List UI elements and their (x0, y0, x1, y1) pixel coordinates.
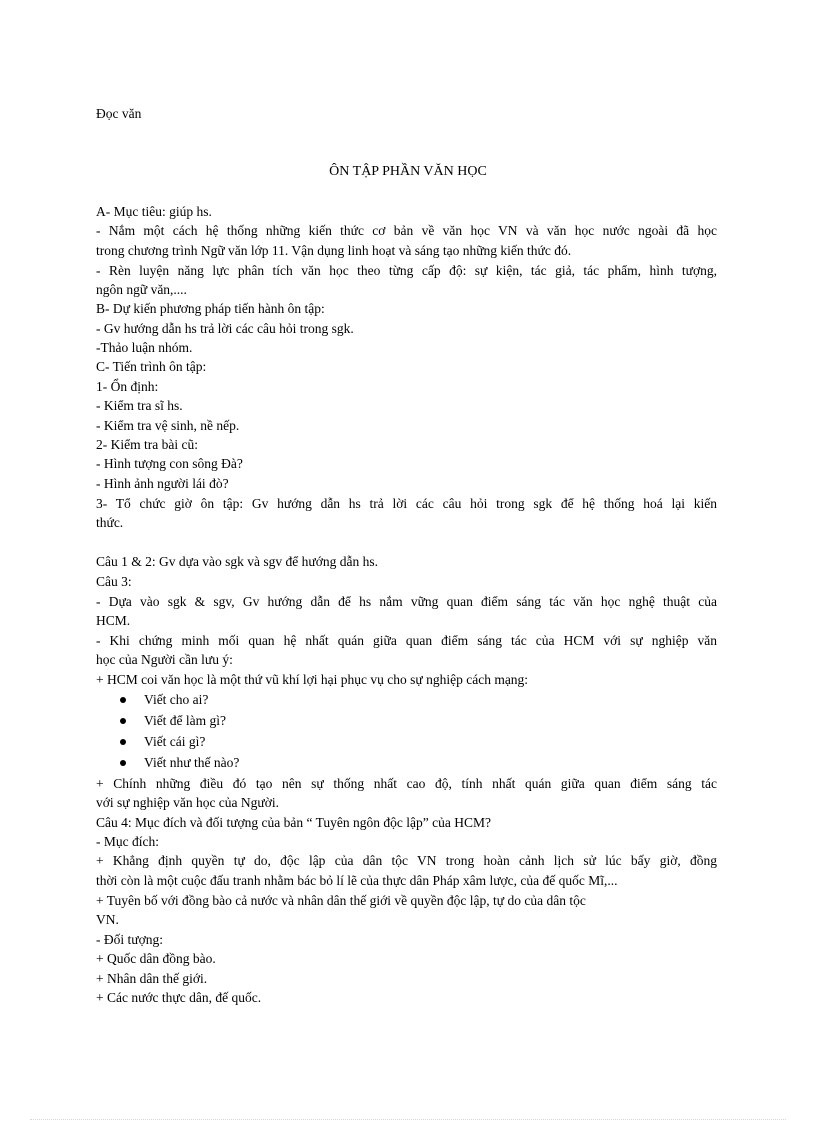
question-4-audience-1: + Quốc dân đồng bào. (96, 951, 216, 966)
bullet-text: Viết như thế nào? (144, 755, 240, 770)
section-label: Đọc văn (96, 106, 142, 121)
question-4-heading: Câu 4: Mục đích và đối tượng của bản “ Tuyên ngôn độc lập” của HCM? (96, 815, 492, 830)
question-3-point-b-line-2: học của Người cần lưu ý: (96, 652, 233, 667)
section-c-step-3-line-2: thức. (96, 515, 124, 530)
bullet-text: Viết cho ai? (144, 692, 209, 707)
section-a-item-2-line-2: ngôn ngữ văn,.... (96, 282, 187, 297)
question-1-2: Câu 1 & 2: Gv dựa vào sgk và sgv để hướng dẫn hs. (96, 554, 378, 569)
question-3-heading: Câu 3: (96, 574, 132, 589)
question-3-point-e-line-1: + Chính những điều đó tạo nên sự thống nhất cao độ, tính nhất quán giữa quan điểm sáng tác (96, 776, 717, 791)
question-4-audience-2: + Nhân dân thế giới. (96, 971, 208, 986)
question-4-purpose-2-line-2: VN. (96, 912, 119, 927)
section-b-heading: B- Dự kiến phương pháp tiến hành ôn tập: (96, 301, 325, 316)
section-c-step-1b: - Kiểm tra vệ sinh, nề nếp. (96, 418, 240, 433)
section-c-step-3-line-1: 3- Tổ chức giờ ôn tập: Gv hướng dẫn hs trả lời các câu hỏi trong sgk để hệ thống hoá lại kiến (96, 496, 717, 511)
section-a-heading: A- Mục tiêu: giúp hs. (96, 204, 212, 219)
bullet-icon (120, 697, 126, 703)
bullet-item (120, 755, 239, 771)
question-4-purpose-1-line-2: thời còn là một cuộc đấu tranh nhằm bác bỏ lí lẽ của thực dân Pháp xâm lược, của đế quốc Mĩ,... (96, 873, 618, 888)
section-c-step-2: 2- Kiểm tra bài cũ: (96, 437, 198, 452)
question-3-point-a-line-2: HCM. (96, 613, 131, 628)
question-4-purpose-2-line-1: + Tuyên bố với đồng bào cả nước và nhân dân thế giới về quyền độc lập, tự do của dân tộc (96, 893, 586, 908)
section-a-item-2-line-1: - Rèn luyện năng lực phân tích văn học theo từng cấp độ: sự kiện, tác giả, tác phẩm, hình tượng, (96, 263, 717, 278)
question-4-purpose-heading: - Mục đích: (96, 834, 159, 849)
bullet-text: Viết cái gì? (144, 734, 206, 749)
bullet-icon (120, 739, 126, 745)
section-c-heading: C- Tiến trình ôn tập: (96, 359, 207, 374)
bullet-item (120, 713, 226, 729)
bullet-item (120, 692, 208, 708)
question-3-point-c: + HCM coi văn học là một thứ vũ khí lợi hại phục vụ cho sự nghiệp cách mạng: (96, 672, 529, 687)
section-c-step-1a: - Kiểm tra sĩ hs. (96, 398, 183, 413)
question-4-purpose-1-line-1: + Khẳng định quyền tự do, độc lập của dân tộc VN trong hoàn cảnh lịch sử lúc bấy giờ, đồng (96, 853, 717, 868)
page-bottom-divider (30, 1119, 786, 1120)
bullet-text: Viết để làm gì? (144, 713, 227, 728)
question-3-point-e-line-2: với sự nghiệp văn học của Người. (96, 795, 280, 810)
section-c-step-2b: - Hình ảnh người lái đò? (96, 476, 229, 491)
question-3-point-b-line-1: - Khi chứng minh mối quan hệ nhất quán giữa quan điểm sáng tác của HCM với sự nghiệp văn (96, 633, 717, 648)
section-b-item-1: - Gv hướng dẫn hs trả lời các câu hỏi trong sgk. (96, 321, 354, 336)
question-3-point-a-line-1: - Dựa vào sgk & sgv, Gv hướng dẫn để hs nắm vững quan điểm sáng tác văn học nghệ thuật của (96, 594, 717, 609)
section-c-step-2a: - Hình tượng con sông Đà? (96, 456, 243, 471)
page-title: ÔN TẬP PHẦN VĂN HỌC (329, 164, 487, 179)
bullet-icon (120, 718, 126, 724)
question-4-audience-heading: - Đối tượng: (96, 932, 163, 947)
section-c-step-1: 1- Ổn định: (96, 379, 159, 394)
section-a-item-1-line-1: - Nắm một cách hệ thống những kiến thức cơ bản về văn học VN và văn học nước ngoài đã học (96, 223, 717, 238)
section-b-item-2: -Thảo luận nhóm. (96, 340, 193, 355)
bullet-item (120, 734, 205, 750)
question-4-audience-3: + Các nước thực dân, đế quốc. (96, 990, 262, 1005)
section-a-item-1-line-2: trong chương trình Ngữ văn lớp 11. Vận dụng linh hoạt và sáng tạo những kiến thức đó. (96, 243, 572, 258)
bullet-icon (120, 760, 126, 766)
